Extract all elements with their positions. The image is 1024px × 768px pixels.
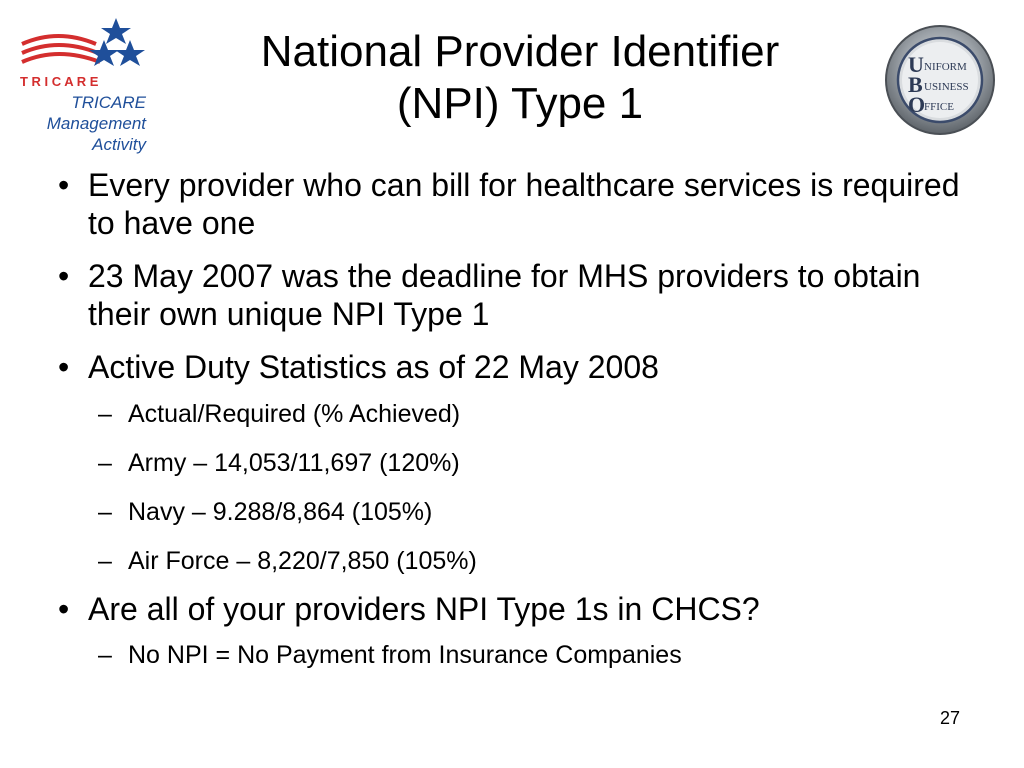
sub-bullet-3-1 <box>58 399 988 429</box>
bullet-marker: • <box>58 591 70 627</box>
sub-bullet-3-2 <box>58 448 988 478</box>
bullet-1 <box>58 166 988 242</box>
tricare-logo <box>18 14 158 159</box>
ubo-seal-icon <box>884 24 996 136</box>
bullet-marker: • <box>58 349 70 385</box>
uniform-business-office-seal <box>884 24 996 136</box>
bullet-2-text: 23 May 2007 was the deadline for MHS providers to obtain their own unique NPI Type 1 <box>88 258 921 332</box>
bullet-3-text: Active Duty Statistics as of 22 May 2008 <box>88 349 659 385</box>
bullet-marker: • <box>58 167 70 203</box>
title-line-2: (NPI) Type 1 <box>396 79 644 128</box>
tma-line2: Management <box>46 114 146 133</box>
bullet-2 <box>58 257 988 333</box>
dash-marker: – <box>98 498 112 526</box>
slide-title <box>170 26 870 130</box>
seal-o: O <box>908 92 926 117</box>
seal-niform: NIFORM <box>924 61 967 73</box>
tma-line1: TRICARE <box>71 93 146 112</box>
seal-usiness: USINESS <box>924 81 969 93</box>
sub-bullet-3-4-text: Air Force – 8,220/7,850 (105%) <box>128 547 477 575</box>
slide-body <box>58 166 988 689</box>
sub-bullet-3-3 <box>58 497 988 527</box>
dash-marker: – <box>98 449 112 477</box>
seal-ffice: FFICE <box>924 101 954 113</box>
sub-bullet-3-4 <box>58 546 988 576</box>
sub-bullet-3-2-text: Army – 14,053/11,697 (120%) <box>128 449 460 477</box>
sub-bullet-4-1 <box>58 640 988 670</box>
bullet-4-text: Are all of your providers NPI Type 1s in CHCS? <box>88 591 760 627</box>
bullet-3 <box>58 348 988 386</box>
dash-marker: – <box>98 547 112 575</box>
tma-line3: Activity <box>92 135 146 154</box>
bullet-marker: • <box>58 258 70 294</box>
sub-bullet-3-1-text: Actual/Required (% Achieved) <box>128 400 461 428</box>
page-number: 27 <box>940 708 961 728</box>
seal-u: U <box>908 52 924 77</box>
sub-bullet-3-3-text: Navy – 9.288/8,864 (105%) <box>128 498 433 526</box>
stars-and-stripes-icon <box>18 14 158 94</box>
dash-marker: – <box>98 641 112 669</box>
title-line-1: National Provider Identifier <box>260 27 780 76</box>
sub-bullet-4-1-text: No NPI = No Payment from Insurance Companies <box>128 641 682 669</box>
seal-b: B <box>908 72 923 97</box>
tricare-wordmark: T R I C A R E <box>20 74 99 89</box>
dash-marker: – <box>98 400 112 428</box>
bullet-1-text: Every provider who can bill for healthcare services is required to have one <box>88 167 960 241</box>
bullet-4 <box>58 590 988 628</box>
tricare-management-activity-label <box>18 92 146 155</box>
